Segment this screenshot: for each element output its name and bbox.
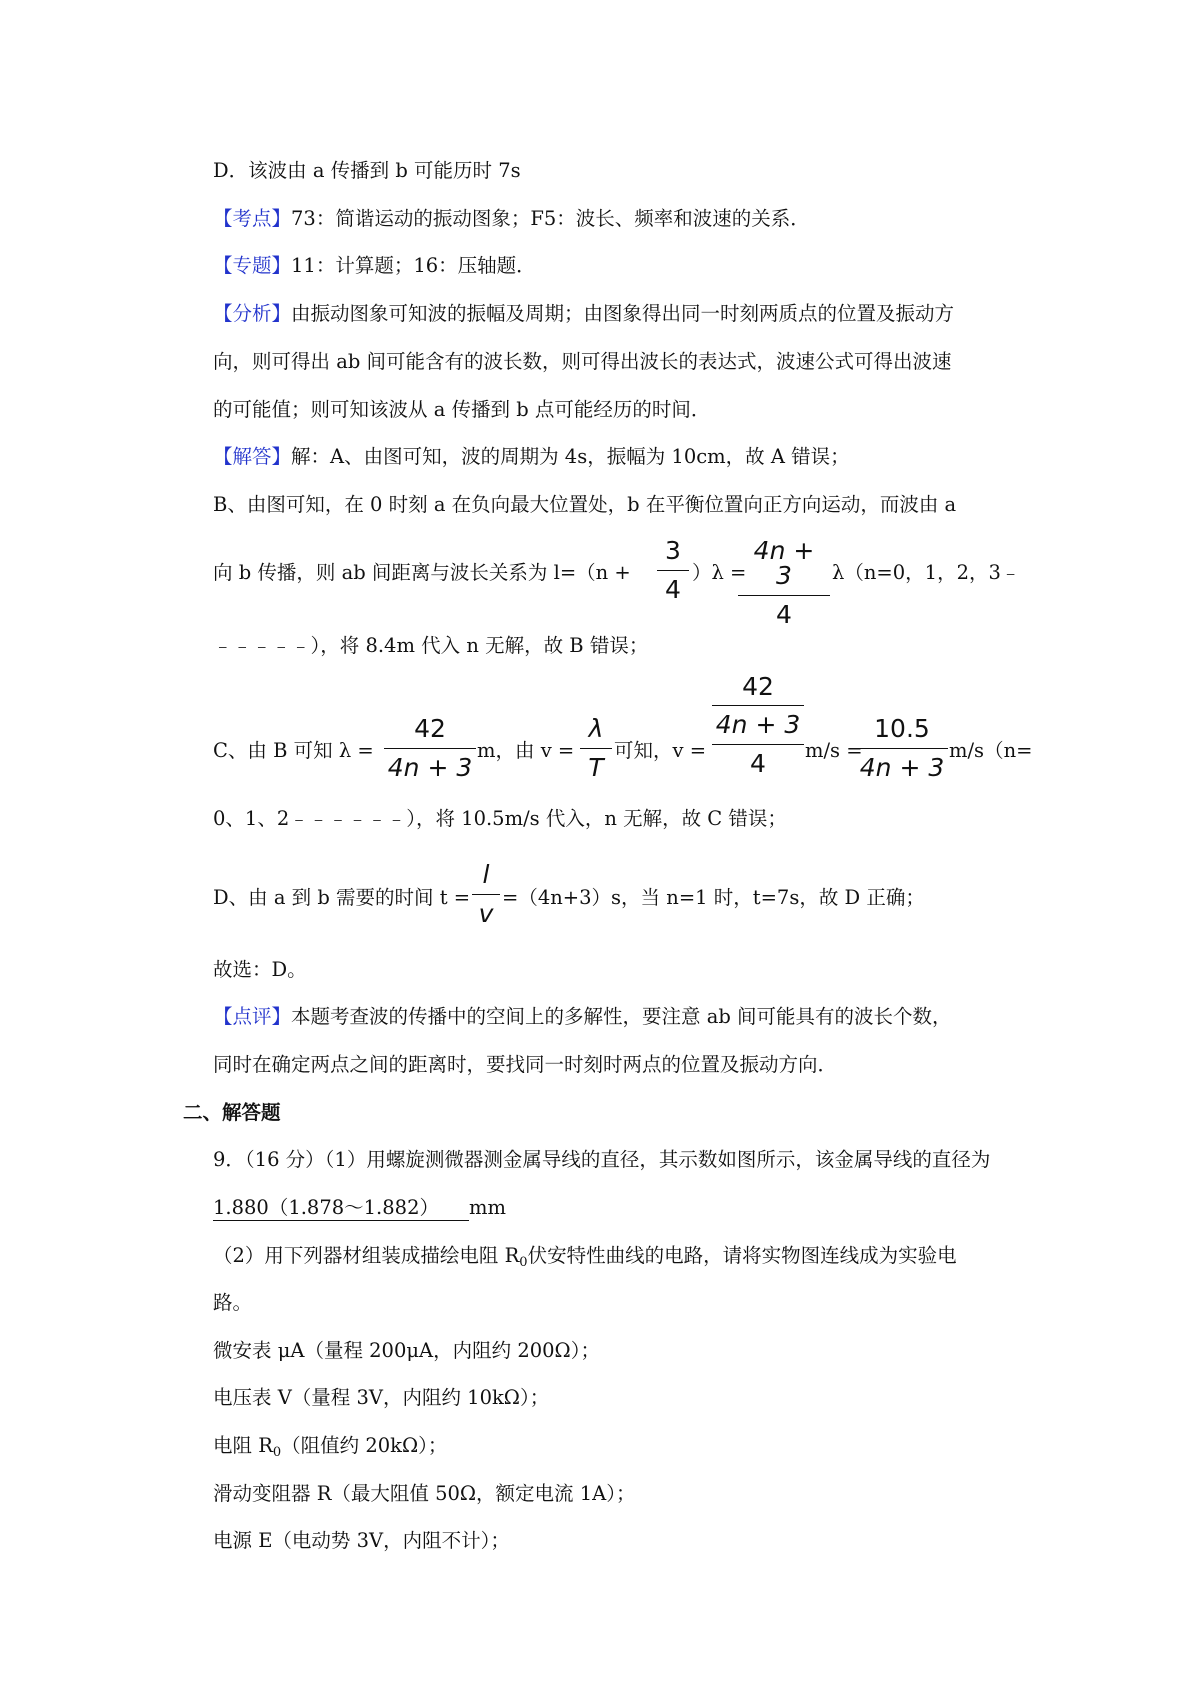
jieda-b2-pre: 向 b 传播，则 ab 间距离与波长关系为 l=（n + <box>213 561 631 584</box>
jieda-b2-post: λ（n=0，1，2，3﹣ <box>832 561 1021 584</box>
jieda-text-a: 解：A、由图可知，波的周期为 4s，振幅为 10cm，故 A 错误； <box>291 445 850 468</box>
jieda-d-post: =（4n+3）s，当 n=1 时，t=7s，故 D 正确； <box>502 886 925 909</box>
fraction-denominator: 4n + 3 <box>387 753 473 782</box>
jieda-c-ms2: m/s（n= <box>949 739 1033 762</box>
fenxi-line-1 <box>213 304 954 324</box>
kaodian-text: 73：简谐运动的振动图象；F5：波长、频率和波速的关系． <box>291 207 810 230</box>
fraction-denominator: T <box>588 753 604 782</box>
equipment-item-2: 电压表 V（量程 3V，内阻约 10kΩ）； <box>213 1386 550 1409</box>
compound-fraction <box>712 674 804 776</box>
fraction-numerator: l <box>472 862 500 895</box>
fraction-42-over-4n3 <box>384 716 476 780</box>
fraction-denominator: 4n + 3 <box>859 753 945 782</box>
fraction-4n3-over-4 <box>738 538 830 627</box>
jieda-d-pre: D、由 a 到 b 需要的时间 t = <box>213 886 471 909</box>
q9-part2-line-2: 路。 <box>213 1291 253 1314</box>
fraction-numerator: 3 <box>657 538 689 571</box>
compound-top: 42 <box>742 672 774 701</box>
q9-line-1: 9．（16 分）（1）用螺旋测微器测金属导线的直径，其示数如图所示，该金属导线的直径为 <box>213 1148 991 1171</box>
q9-part2-pre: （2）用下列器材组装成描绘电阻 R <box>213 1244 520 1267</box>
jieda-line-b1: B、由图可知，在 0 时刻 a 在负向最大位置处，b 在平衡位置向正方向运动，而波由 a <box>213 493 957 516</box>
zhuanti-tag: 【专题】 <box>213 254 292 277</box>
fraction-3-over-4 <box>657 538 689 602</box>
compound-mid: 4n + 3 <box>712 705 804 745</box>
kaodian-line <box>213 209 810 229</box>
zhuanti-text: 11：计算题；16：压轴题． <box>291 254 536 277</box>
jieda-line-b3: ﹣﹣﹣﹣﹣），将 8.4m 代入 n 无解，故 B 错误； <box>213 634 649 657</box>
fraction-l-over-v <box>472 862 500 926</box>
jieda-c-ms1: m/s = <box>805 739 863 762</box>
jieda-line-a <box>213 447 850 467</box>
jieda-c-kz: 可知，v = <box>614 739 707 762</box>
q9-part2-post: 伏安特性曲线的电路，请将实物图连线成为实验电 <box>527 1244 957 1267</box>
subscript-0: 0 <box>272 1445 282 1460</box>
jieda-c-m: m，由 v = <box>477 739 575 762</box>
equipment-item-1: 微安表 μA（量程 200μA，内阻约 200Ω）； <box>213 1339 600 1362</box>
dianping-tag: 【点评】 <box>213 1005 292 1028</box>
zhuanti-line <box>213 256 536 276</box>
jieda-guxuan: 故选：D。 <box>213 958 307 981</box>
jieda-c-pre: C、由 B 可知 λ = <box>213 739 374 762</box>
jieda-line-c2: 0、1、2﹣﹣﹣﹣﹣﹣），将 10.5m/s 代入，n 无解，故 C 错误； <box>213 807 787 830</box>
jieda-tag: 【解答】 <box>213 445 292 468</box>
q9-unit: mm <box>468 1196 506 1219</box>
fraction-denominator: v <box>478 899 494 928</box>
kaodian-tag: 【考点】 <box>213 207 292 230</box>
fraction-numerator: λ <box>580 716 612 749</box>
fraction-numerator: 42 <box>384 716 476 749</box>
fraction-numerator: 4n + 3 <box>738 538 830 596</box>
fenxi-tag: 【分析】 <box>213 302 292 325</box>
equipment-item-3 <box>213 1436 447 1459</box>
subscript-0: 0 <box>519 1255 528 1270</box>
jieda-b2-mid: ）λ = <box>692 561 747 584</box>
fraction-lambda-over-T <box>580 716 612 780</box>
fenxi-line-2: 向，则可得出 ab 间可能含有的波长数，则可得出波长的表达式，波速公式可得出波速 <box>213 350 952 373</box>
fraction-numerator: 10.5 <box>856 716 948 749</box>
q9-answer: 1.880（1.878～1.882） <box>213 1198 469 1221</box>
dianping-text-1: 本题考查波的传播中的空间上的多解性，要注意 ab 间可能具有的波长个数， <box>291 1005 952 1028</box>
q9-part2-line-1 <box>213 1246 957 1269</box>
compound-denominator: 4 <box>750 749 766 778</box>
dianping-line-1 <box>213 1007 952 1027</box>
item3-pre: 电阻 R <box>213 1434 273 1457</box>
option-d: D．该波由 a 传播到 b 可能历时 7s <box>213 159 521 182</box>
equipment-item-5: 电源 E（电动势 3V，内阻不计）； <box>213 1529 510 1552</box>
fraction-denominator: 4 <box>665 575 681 604</box>
fraction-denominator: 4 <box>776 600 792 629</box>
fenxi-line-3: 的可能值；则可知该波从 a 传播到 b 点可能经历的时间． <box>213 398 711 421</box>
section-heading: 二、解答题 <box>183 1101 281 1124</box>
fraction-105-over-4n3 <box>856 716 948 780</box>
item3-post: （阻值约 20kΩ）； <box>281 1434 448 1457</box>
q9-answer-line <box>213 1198 506 1221</box>
dianping-line-2: 同时在确定两点之间的距离时，要找同一时刻时两点的位置及振动方向． <box>213 1053 838 1076</box>
fenxi-text-1: 由振动图象可知波的振幅及周期；由图象得出同一时刻两质点的位置及振动方 <box>291 302 955 325</box>
equipment-item-4: 滑动变阻器 R（最大阻值 50Ω，额定电流 1A）； <box>213 1482 636 1505</box>
